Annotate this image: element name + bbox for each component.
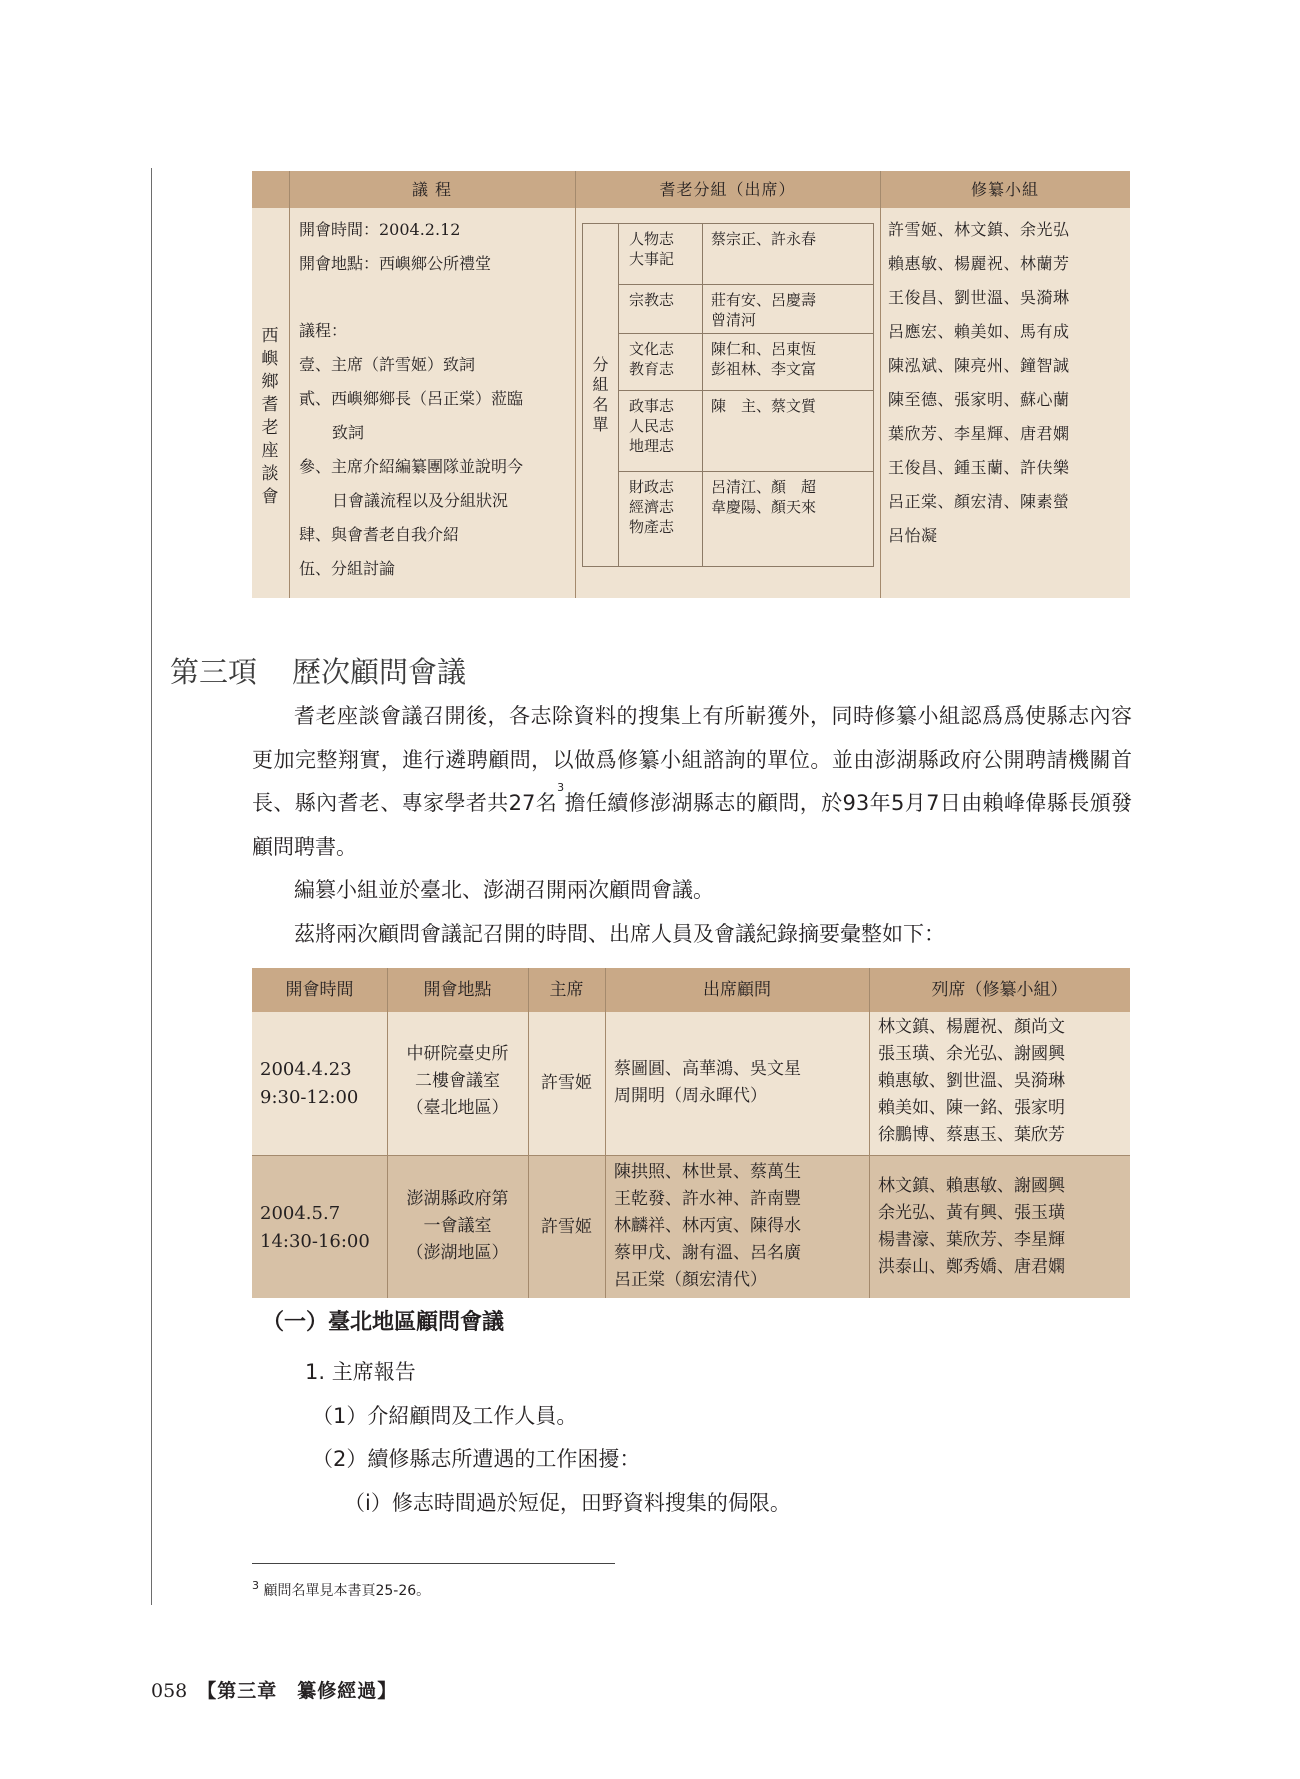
editor-line: 許雪姬、林文鎮、余光弘 [888, 220, 1070, 239]
group-row: 人物志 大事記 蔡宗正、許永春 [619, 224, 873, 285]
header-place: 開會地點 [423, 980, 492, 1000]
section-title: 歷次顧問會議 [292, 655, 467, 689]
editor-line: 陳泓斌、陳亮州、鐘智誠 [888, 356, 1070, 375]
agenda-label: 議程： [299, 321, 348, 340]
header-time: 開會時間 [285, 980, 354, 1000]
editor-line: 呂應宏、賴美如、馬有成 [888, 322, 1070, 341]
editor-line: 賴惠敏、楊麗祝、林蘭芳 [888, 254, 1070, 273]
header-groups: 耆老分組（出席） [659, 180, 796, 199]
footnote-ref: 3 [557, 781, 565, 794]
row-label-vertical: 西 嶼 鄉 耆 老 座 談 會 [261, 326, 279, 507]
section-number: 第三項 [170, 655, 258, 689]
page-footer [151, 1676, 397, 1703]
editor-line: 呂正棠、顏宏清、陳素螢 [888, 492, 1070, 511]
editor-line: 葉欣芳、李星輝、唐君嫻 [888, 424, 1070, 443]
agenda-cell [299, 213, 579, 586]
paragraph: 耆老座談會議召開後，各志除資料的搜集上有所嶄獲外，同時修纂小組認爲爲使縣志內容更加完整翔實，進行遴聘顧問，以做爲修纂小組諮詢的單位。並由澎湖縣政府公開聘請機關首長、縣內耆老、專家學者共27名$^3$擔任續修澎湖縣志的顧問，於93年5月7日由賴峰偉縣長頒發顧問聘書。 [252, 704, 1132, 859]
body-text [252, 695, 1132, 956]
row2-time: 2004.5.7 14:30-16:00 [260, 1203, 370, 1252]
agenda-item: 伍、分組討論 [299, 559, 396, 578]
paragraph: 編篡小組並於臺北、澎湖召開兩次顧問會議。 [294, 878, 714, 902]
margin-rule [151, 168, 152, 1605]
meeting-time: 開會時間：2004.2.12 [299, 220, 461, 239]
group-row: 政事志 人民志 地理志 陳 主、蔡文質 [619, 391, 873, 472]
row2-advisors: 陳拱照、林世景、蔡萬生 王乾發、許水神、許南豐 林麟祥、林丙寅、陳得水 蔡甲戊、謝有溫、呂名廣 呂正棠（顏宏清代） [614, 1162, 801, 1290]
editors-cell [888, 213, 1128, 553]
list-item: （1）介紹顧問及工作人員。 [312, 1404, 578, 1428]
footnote-mark: 3 [252, 1579, 259, 1592]
paragraph: 茲將兩次顧問會議記召開的時間、出席人員及會議紀錄摘要彙整如下： [294, 921, 945, 946]
agenda-item: 日會議流程以及分組狀況 [332, 491, 509, 510]
page-number: 058 [151, 1680, 188, 1702]
agenda-item: 致詞 [332, 423, 365, 442]
row2-staff: 林文鎮、賴惠敏、謝國興 余光弘、黃有興、張玉璜 楊書濠、葉欣芳、李星輝 洪泰山、鄭秀嬌、唐君嫻 [878, 1176, 1065, 1277]
row2-chair: 許雪姬 [541, 1217, 592, 1237]
group-row: 文化志 教育志 陳仁和、呂東恆 彭祖林、李文富 [619, 334, 873, 391]
agenda-item: 肆、與會耆老自我介紹 [299, 525, 460, 544]
agenda-item: 貳、西嶼鄉鄉長（呂正棠）蒞臨 [299, 389, 524, 408]
row1-staff: 林文鎮、楊麗祝、顏尚文 張玉璜、余光弘、謝國興 賴惠敏、劉世溫、吳漪琳 賴美如、陳一銘、張家明 徐鵬博、蔡惠玉、葉欣芳 [878, 1017, 1065, 1145]
group-list-label: 分 組 名 單 [583, 224, 619, 566]
editor-line: 王俊昌、劉世溫、吳漪琳 [888, 288, 1070, 307]
list-item: 1. 主席報告 [305, 1360, 416, 1384]
row1-time: 2004.4.23 9:30-12:00 [260, 1059, 359, 1108]
agenda-item: 壹、主席（許雪姬）致詞 [299, 355, 476, 374]
section-heading [170, 650, 466, 691]
chapter-label: 【第三章 纂修經過】 [197, 1680, 398, 1702]
header-staff: 列席（修纂小組） [931, 980, 1068, 1000]
group-list-box [582, 223, 874, 567]
footnote: $^3$ 顧問名單見本書頁25-26。 [252, 1579, 431, 1599]
editor-line: 陳至德、張家明、蘇心蘭 [888, 390, 1070, 409]
row1-chair: 許雪姬 [541, 1073, 592, 1093]
list-item: （2）續修縣志所遭遇的工作困擾： [312, 1447, 641, 1471]
header-editors: 修纂小組 [970, 180, 1039, 199]
advisor-meetings-table [252, 968, 1130, 1298]
header-chair: 主席 [549, 980, 584, 1000]
footnote-rule [252, 1563, 615, 1564]
meeting-place: 開會地點：西嶼鄉公所禮堂 [299, 254, 492, 273]
group-row: 財政志 經濟志 物產志 呂清江、顏 超 韋慶陽、顏天來 [619, 472, 873, 566]
editor-line: 呂怡凝 [888, 526, 938, 545]
elders-meeting-table [252, 171, 1130, 598]
row2-place: 澎湖縣政府第 一會議室 （澎湖地區） [406, 1189, 509, 1263]
editor-line: 王俊昌、鍾玉蘭、許伕樂 [888, 458, 1070, 477]
row1-place: 中研院臺史所 二樓會議室 （臺北地區） [406, 1044, 509, 1118]
header-agenda: 議 程 [411, 180, 453, 199]
row1-advisors: 蔡圖圓、高華鴻、吳文星 周開明（周永暉代） [614, 1059, 801, 1106]
subsection-heading: （一）臺北地區顧問會議 [262, 1310, 505, 1335]
header-advisors: 出席顧問 [703, 980, 771, 1000]
list-item: （i）修志時間過於短促，田野資料搜集的侷限。 [344, 1491, 791, 1515]
group-row: 宗教志 莊有安、呂慶壽 曾清河 [619, 285, 873, 334]
agenda-item: 參、主席介紹編纂團隊並說明今 [299, 457, 524, 476]
